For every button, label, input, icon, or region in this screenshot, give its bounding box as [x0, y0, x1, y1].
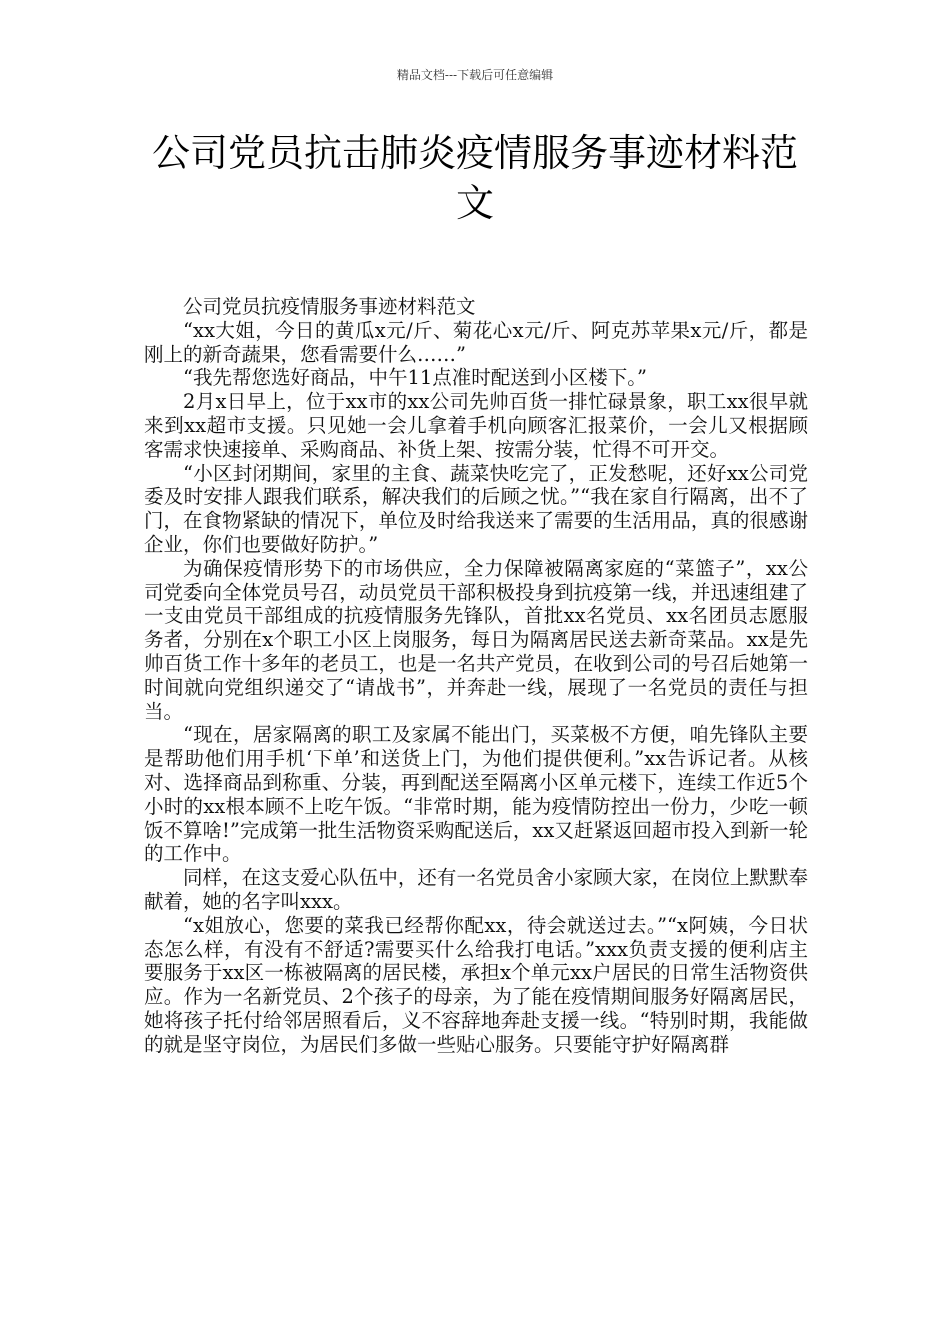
paragraph: “小区封闭期间，家里的主食、蔬菜快吃完了，正发愁呢，还好xx公司党委及时安排人跟我们联系，解决我们的后顾之忧。”“我在家自行隔离，出不了门，在食物紧缺的情况下，单位及时给我送来了需要的生活用品，真的很感谢企业，你们也要做好防护。”	[144, 461, 808, 556]
paragraph-subtitle: 公司党员抗疫情服务事迹材料范文	[183, 295, 476, 318]
paragraph: 为确保疫情形势下的市场供应，全力保障被隔离家庭的“菜篮子”，xx公司党委向全体党员号召，动员党员干部积极投身到抗疫第一线，并迅速组建了一支由党员干部组成的抗疫情服务先锋队，首批xx名党员、xx名团员志愿服务者，分别在x个职工小区上岗服务，每日为隔离居民送去新奇菜品。xx是先帅百货工作十多年的老员工，也是一名共产党员，在收到公司的号召后她第一时间就向党组织递交了“请战书”，并奔赴一线，展现了一名党员的责任与担当。	[144, 556, 808, 723]
document-title: 公司党员抗击肺炎疫情服务事迹材料范文	[151, 131, 798, 225]
header-note: 精品文档---下载后可任意编辑	[396, 68, 554, 82]
paragraph: “我先帮您选好商品，中午11点准时配送到小区楼下。”	[183, 366, 648, 390]
paragraph: “现在，居家隔离的职工及家属不能出门，买菜极不方便，咱先锋队主要是帮助他们用手机‘下单’和送货上门，为他们提供便利。”xx告诉记者。从核对、选择商品到称重、分装，再到配送至隔离小区单元楼下，连续工作近5个小时的xx根本顾不上吃午饭。“非常时期，能为疫情防控出一份力，少吃一顿饭不算啥!”完成第一批生活物资采购配送后，xx又赶紧返回超市投入到新一轮的工作中。	[144, 723, 808, 866]
paragraph: “xx大姐，今日的黄瓜x元/斤、菊花心x元/斤、阿克苏苹果x元/斤，都是刚上的新奇蔬果，您看需要什么……”	[144, 318, 808, 366]
paragraph: 2月x日早上，位于xx市的xx公司先帅百货一排忙碌景象，职工xx很早就来到xx超市支援。只见她一会儿拿着手机向顾客汇报菜价，一会儿又根据顾客需求快速接单、采购商品、补货上架、按需分装，忙得不可开交。	[144, 390, 808, 461]
paragraph: 同样，在这支爱心队伍中，还有一名党员舍小家顾大家，在岗位上默默奉献着，她的名字叫xxx。	[144, 866, 808, 913]
paragraph: “x姐放心，您要的菜我已经帮你配xx，待会就送过去。”“x阿姨，今日状态怎么样，有没有不舒适?需要买什么给我打电话。”xxx负责支援的便利店主要服务于xx区一栋被隔离的居民楼，承担x个单元xx户居民的日常生活物资供应。作为一名新党员、2个孩子的母亲，为了能在疫情期间服务好隔离居民，她将孩子托付给邻居照看后，义不容辞地奔赴支援一线。“特别时期，我能做的就是坚守岗位，为居民们多做一些贴心服务。只要能守护好隔离群	[144, 913, 808, 1056]
document-body	[144, 295, 808, 1057]
